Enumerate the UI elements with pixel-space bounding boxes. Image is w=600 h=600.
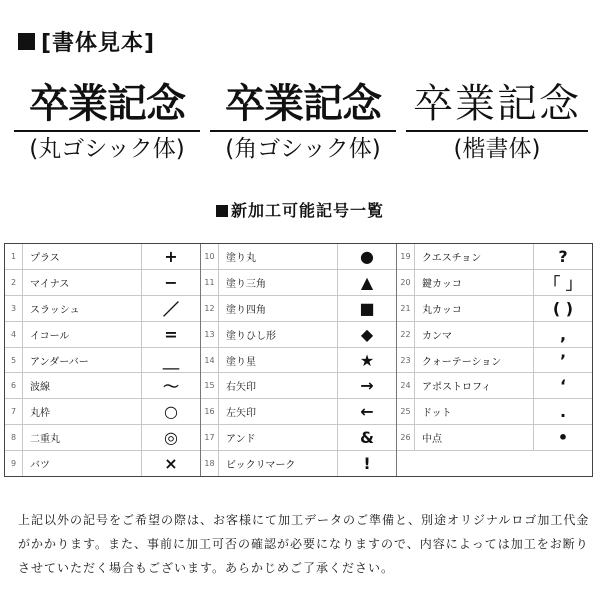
symbol-row [201,270,396,296]
filled-triangle-icon: ▲ [337,270,396,295]
symbol-name: ビックリマーク [226,460,296,472]
symbol-number: 17 [201,425,219,450]
right-arrow-icon: → [337,373,396,398]
symbol-number: 1 [5,244,23,269]
symbol-row [201,425,396,451]
symbol-name: 左矢印 [226,408,256,420]
symbol-row [5,451,200,476]
symbol-number: 11 [201,270,219,295]
symbol-name: クエスチョン [422,252,482,264]
symbol-row [5,296,200,322]
symbol-row [201,244,396,270]
symbol-row [201,451,396,476]
black-square-icon [216,205,228,217]
symbol-name: 塗り丸 [226,252,256,264]
symbol-number: 14 [201,348,219,373]
symbol-name: ドット [422,408,452,420]
underscore-icon: ＿ [141,348,200,373]
symbol-number: 9 [5,451,23,476]
filled-star-icon: ★ [337,348,396,373]
symbol-name: プラス [30,252,60,264]
apostrophe-icon: ‘ [533,373,592,398]
symbol-number: 20 [397,270,415,295]
symbol-name: 塗り星 [226,356,256,368]
symbol-number: 2 [5,270,23,295]
symbol-number: 18 [201,451,219,476]
symbol-number: 19 [397,244,415,269]
symbol-row [5,399,200,425]
symbol-number: 5 [5,348,23,373]
font-sample-kaisho [406,80,588,166]
sample-caption: (丸ゴシック体) [29,136,185,162]
symbol-row [201,296,396,322]
symbol-number: 3 [5,296,23,321]
symbol-row [397,296,592,322]
symbol-row [397,322,592,348]
ampersand-icon: & [337,425,396,450]
corner-brackets-icon: 「 」 [533,270,592,295]
symbol-number: 6 [5,373,23,398]
symbol-row [397,270,592,296]
symbol-name: 塗り三角 [226,278,266,290]
symbol-number: 4 [5,322,23,347]
parentheses-icon: ( ) [533,296,592,321]
exclamation-icon: ! [337,451,396,476]
question-icon: ? [533,244,592,269]
symbol-name: 右矢印 [226,382,256,394]
symbol-name: 塗り四角 [226,304,266,316]
symbol-name: 二重丸 [30,434,60,446]
font-sample-maru-gothic [14,80,200,166]
section-title [18,26,155,57]
symbol-row [5,244,200,270]
filled-circle-icon: ● [337,244,396,269]
symbol-name: 丸カッコ [422,304,462,316]
plus-icon: + [141,244,200,269]
sample-text: 卒業記念 [225,81,381,127]
symbol-number: 10 [201,244,219,269]
symbol-number: 25 [397,399,415,424]
symbol-name: 塗りひし形 [226,330,276,342]
equals-icon: = [141,322,200,347]
symbol-row [201,373,396,399]
symbol-number: 22 [397,322,415,347]
symbol-number: 7 [5,399,23,424]
symbol-name: 波線 [30,382,50,394]
symbol-name: マイナス [30,278,70,290]
section-title-text: [書体見本] [41,31,156,56]
symbol-number: 8 [5,425,23,450]
symbol-number: 24 [397,373,415,398]
symbol-column-1 [5,244,200,476]
sample-text: 卒業記念 [29,81,185,127]
symbol-row [201,399,396,425]
symbol-row [397,399,592,425]
slash-icon: ／ [141,296,200,321]
symbol-name: アポストロフィ [422,382,492,394]
symbol-row [201,322,396,348]
comma-icon: , [533,322,592,347]
symbol-name: スラッシュ [30,304,80,316]
note-text: 上記以外の記号をご希望の際は、お客様にて加工データのご準備と、別途オリジナルロゴ加工代金がかかります。また、事前に加工可否の確認が必要になりますので、内容によっては加工をお断りさせていただく場合もございます。あらかじめご了承ください。 [18,513,590,575]
symbol-name: アンダーバー [30,356,89,368]
symbol-name: イコール [30,330,70,342]
symbol-name: アンド [226,434,256,446]
symbol-number: 16 [201,399,219,424]
symbol-row [397,348,592,374]
sample-text: 卒業記念 [413,81,581,127]
minus-icon: − [141,270,200,295]
sample-caption: (楷書体) [453,136,541,162]
empty-row [397,451,592,476]
symbol-name: バツ [30,460,50,472]
font-samples [14,80,590,170]
font-sample-kaku-gothic [210,80,396,166]
middle-dot-icon: • [533,425,592,450]
symbol-row [397,373,592,399]
symbol-number: 21 [397,296,415,321]
quotation-icon: ’ [533,348,592,373]
symbol-column-3 [396,244,592,476]
symbol-name: カンマ [422,330,452,342]
sample-caption: (角ゴシック体) [225,136,381,162]
filled-diamond-icon: ◆ [337,322,396,347]
symbol-name: 鍵カッコ [422,278,462,290]
symbol-row [5,322,200,348]
symbol-number: 23 [397,348,415,373]
symbol-table [4,243,593,477]
dot-icon: . [533,399,592,424]
symbol-row [5,270,200,296]
symbols-heading-text: 新加工可能記号一覧 [230,201,384,220]
symbol-name: 丸枠 [30,408,50,420]
symbol-number: 26 [397,425,415,450]
tilde-icon: 〜 [141,373,200,398]
symbol-row [201,348,396,374]
symbol-row [5,425,200,451]
double-circle-icon: ◎ [141,425,200,450]
symbol-number: 13 [201,322,219,347]
symbol-row [397,425,592,451]
symbol-name: クォーテーション [422,356,502,368]
symbol-row [5,373,200,399]
cross-icon: × [141,451,200,476]
black-square-icon [18,33,35,50]
circle-outline-icon: ○ [141,399,200,424]
symbols-heading [0,198,600,221]
symbol-number: 12 [201,296,219,321]
symbol-row [5,348,200,374]
symbol-name: 中点 [422,434,442,446]
filled-square-icon: ■ [337,296,396,321]
symbol-row [397,244,592,270]
left-arrow-icon: ← [337,399,396,424]
symbol-column-2 [200,244,396,476]
symbol-number: 15 [201,373,219,398]
